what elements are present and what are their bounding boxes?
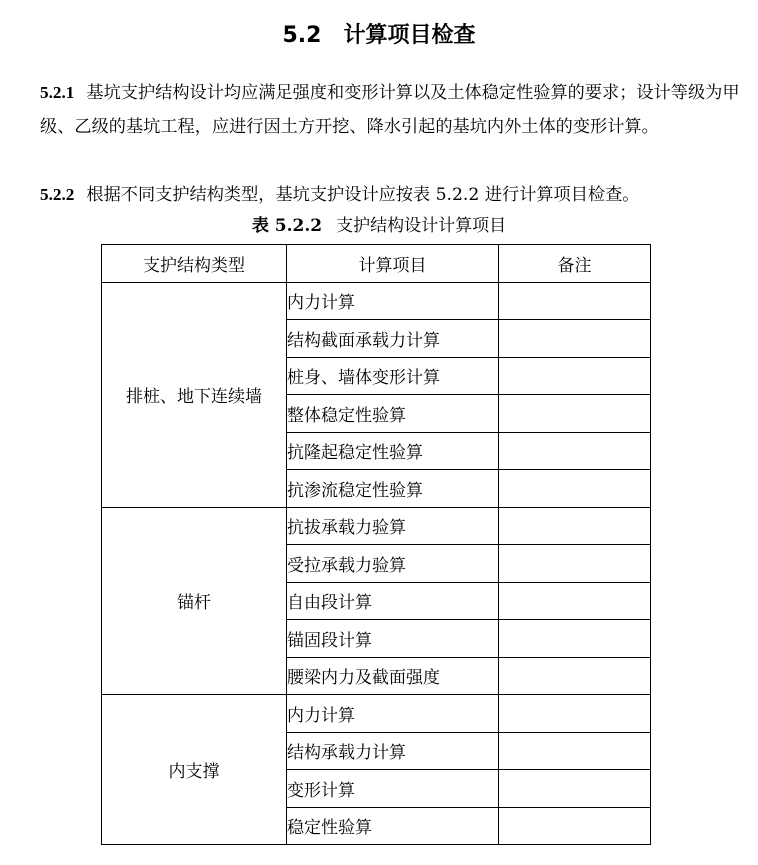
calculation-item-cell: 整体稳定性验算 xyxy=(287,395,499,433)
table-row xyxy=(102,507,651,545)
structure-type-cell: 锚杆 xyxy=(102,507,287,695)
table-number: 表 5.2.2 xyxy=(251,216,323,236)
clause-number: 5.2.1 xyxy=(40,83,75,102)
clause-5-2-2 xyxy=(40,178,740,212)
calculation-item-cell: 内力计算 xyxy=(287,695,499,733)
calculation-item-cell: 腰梁内力及截面强度 xyxy=(287,657,499,695)
clause-text: 根据不同支护结构类型，基坑支护设计应按表 5.2.2 进行计算项目检查。 xyxy=(86,185,640,205)
header-remarks: 备注 xyxy=(499,245,651,283)
remarks-cell xyxy=(499,620,651,658)
remarks-cell xyxy=(499,395,651,433)
remarks-cell xyxy=(499,357,651,395)
calculation-item-cell: 结构承载力计算 xyxy=(287,732,499,770)
remarks-cell xyxy=(499,582,651,620)
calculation-item-cell: 桩身、墙体变形计算 xyxy=(287,357,499,395)
structure-type-cell: 内支撑 xyxy=(102,695,287,845)
calculation-item-cell: 结构截面承载力计算 xyxy=(287,320,499,358)
remarks-cell xyxy=(499,470,651,508)
remarks-cell xyxy=(499,770,651,808)
section-title: 计算项目检查 xyxy=(343,23,476,48)
remarks-cell xyxy=(499,432,651,470)
table-row xyxy=(102,282,651,320)
remarks-cell xyxy=(499,657,651,695)
remarks-cell xyxy=(499,282,651,320)
calculation-item-cell: 抗拔承载力验算 xyxy=(287,507,499,545)
table-row xyxy=(102,695,651,733)
table-caption xyxy=(0,211,758,241)
calculation-items-table xyxy=(101,244,651,845)
calculation-item-cell: 锚固段计算 xyxy=(287,620,499,658)
header-calculation-item: 计算项目 xyxy=(287,245,499,283)
table-title: 支护结构设计计算项目 xyxy=(336,216,507,236)
structure-type-cell: 排桩、地下连续墙 xyxy=(102,282,287,507)
header-structure-type: 支护结构类型 xyxy=(102,245,287,283)
section-heading xyxy=(0,20,758,52)
clause-text: 基坑支护结构设计均应满足强度和变形计算以及土体稳定性验算的要求；设计等级为甲级、乙级的基坑工程，应进行因土方开挖、降水引起的基坑内外土体的变形计算。 xyxy=(40,83,740,137)
section-number: 5.2 xyxy=(282,23,322,48)
clause-5-2-1 xyxy=(40,76,740,144)
remarks-cell xyxy=(499,545,651,583)
remarks-cell xyxy=(499,732,651,770)
remarks-cell xyxy=(499,695,651,733)
remarks-cell xyxy=(499,807,651,845)
calculation-item-cell: 自由段计算 xyxy=(287,582,499,620)
calculation-item-cell: 抗隆起稳定性验算 xyxy=(287,432,499,470)
remarks-cell xyxy=(499,320,651,358)
table-header-row xyxy=(102,245,651,283)
calculation-item-cell: 变形计算 xyxy=(287,770,499,808)
calculation-item-cell: 受拉承载力验算 xyxy=(287,545,499,583)
calculation-item-cell: 内力计算 xyxy=(287,282,499,320)
calculation-item-cell: 稳定性验算 xyxy=(287,807,499,845)
clause-number: 5.2.2 xyxy=(40,185,75,204)
remarks-cell xyxy=(499,507,651,545)
calculation-item-cell: 抗渗流稳定性验算 xyxy=(287,470,499,508)
